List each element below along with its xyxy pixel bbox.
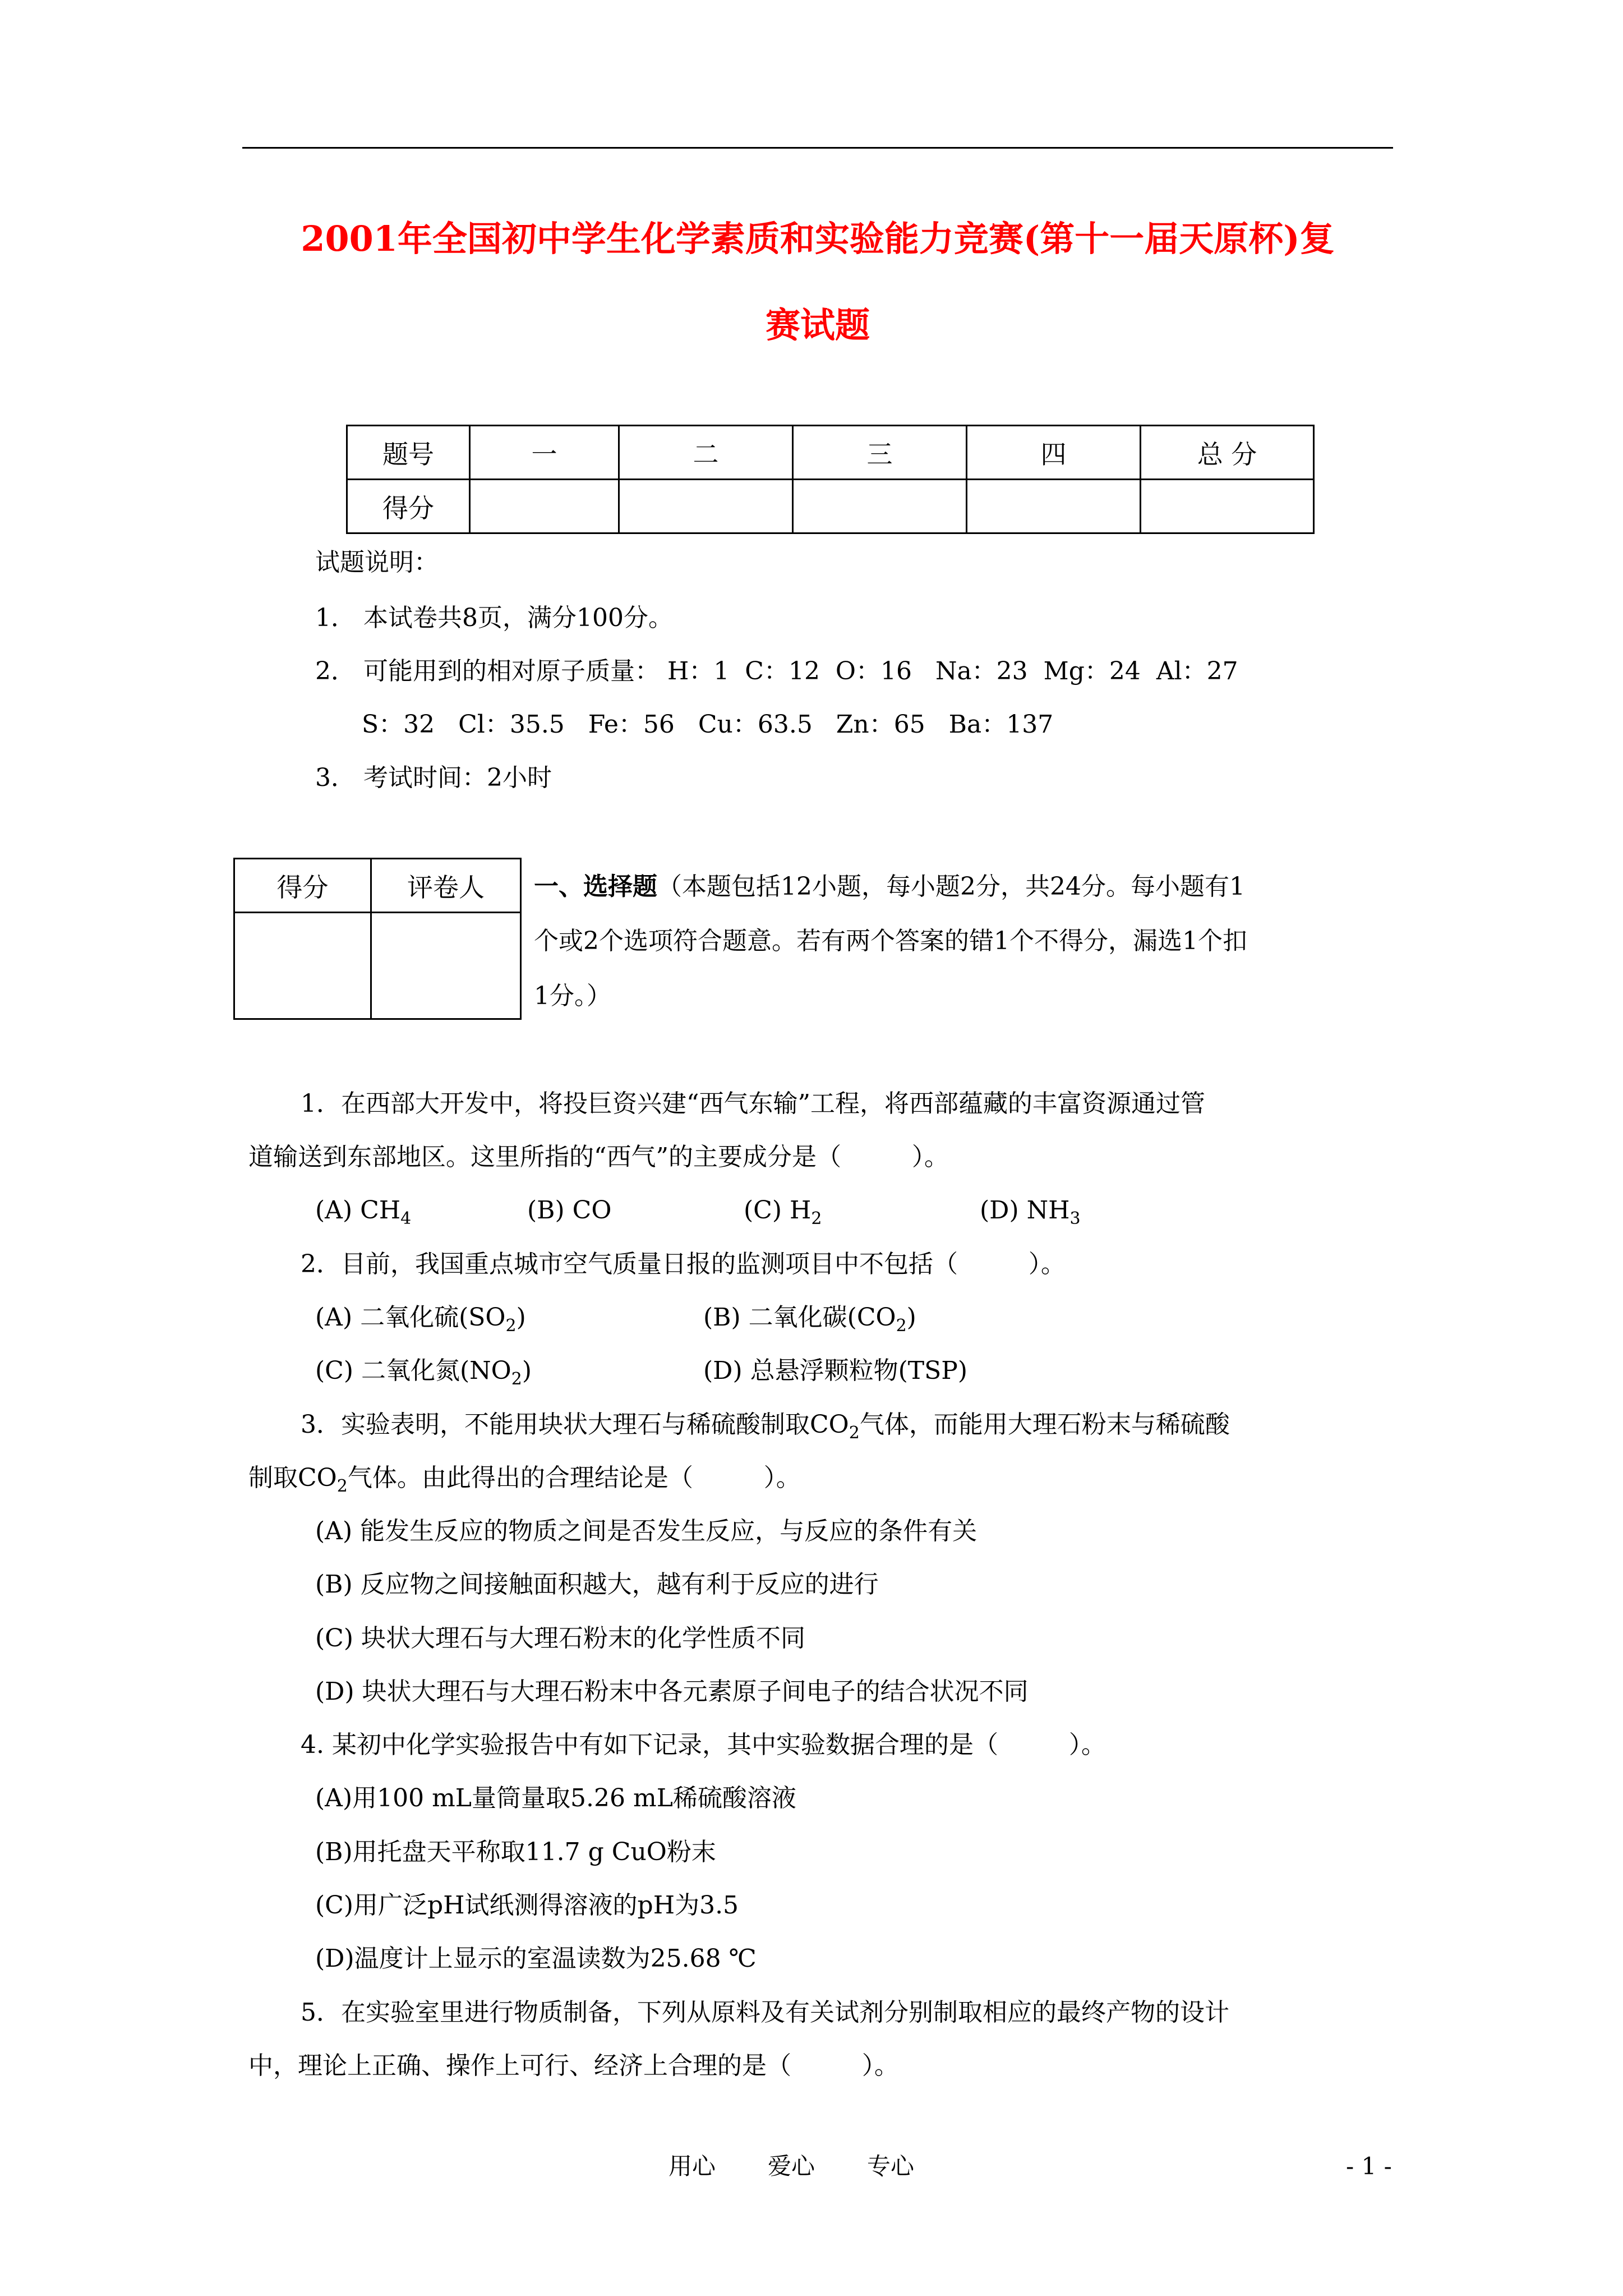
header-rule	[242, 147, 1393, 149]
q1-option-d: (D) $NH_3$	[980, 1196, 1081, 1228]
score-header-cell: 一	[470, 426, 619, 480]
q3-stem-line1: 3．实验表明，不能用块状大理石与稀硫酸制取$CO_2$气体，而能用大理石粉末与稀硫酸	[301, 1410, 1230, 1443]
q1-stem-line1: 1．在西部大开发中，将投巨资兴建“西气东输”工程，将西部蕴藏的丰富资源通过管	[301, 1089, 1205, 1118]
q3-option-b: (B) 反应物之间接触面积越大，越有利于反应的进行	[315, 1570, 879, 1599]
q5-stem-line1: 5．在实验室里进行物质制备，下列从原料及有关试剂分别制取相应的最终产物的设计	[301, 1998, 1229, 2027]
footer-motto-left: 用心	[668, 2152, 716, 2180]
instructions-heading: 试题说明：	[315, 548, 439, 577]
instruction-item: 3． 考试时间：2小时	[315, 763, 552, 792]
score-header-cell: 二	[619, 426, 793, 480]
score-header-cell: 总 分	[1141, 426, 1314, 480]
page-number: - 1 -	[1346, 2152, 1392, 2180]
score-cell	[619, 480, 793, 533]
score-cell	[1141, 480, 1314, 533]
section1-line3: 1分。）	[534, 982, 611, 1010]
page-title-line2: 赛试题	[765, 305, 870, 346]
instruction-item: 2． 可能用到的相对原子质量： H：1 C：12 O：16 Na：23 Mg：24 Al：27	[315, 657, 1238, 685]
q1-option-c: (C) $H_2$	[744, 1196, 822, 1228]
section1-line2: 个或2个选项符合题意。若有两个答案的错1个不得分，漏选1个扣	[534, 927, 1247, 955]
score-header-cell: 题号	[347, 426, 470, 480]
score-header-cell: 四	[967, 426, 1141, 480]
footer-motto-middle: 爱心	[768, 2152, 815, 2180]
score-cell	[470, 480, 619, 533]
grader-name-cell	[371, 913, 521, 1019]
score-table	[346, 425, 1315, 534]
q2-option-d: (D) 总悬浮颗粒物(TSP)	[703, 1356, 968, 1385]
page-title-line1: 2001年全国初中学生化学素质和实验能力竞赛(第十一届天原杯)复	[301, 218, 1335, 259]
q2-stem-line1: 2．目前，我国重点城市空气质量日报的监测项目中不包括（ ）。	[301, 1250, 1066, 1278]
instruction-item: S：32 Cl：35.5 Fe：56 Cu：63.5 Zn：65 Ba：137	[362, 710, 1054, 739]
q3-stem-line2: 制取$CO_2$气体。由此得出的合理结论是（ ）。	[248, 1464, 801, 1496]
score-table-header-row	[347, 426, 1314, 480]
q4-stem-line1: 4. 某初中化学实验报告中有如下记录，其中实验数据合理的是（ ）。	[301, 1731, 1106, 1759]
section1-line1	[534, 871, 1245, 903]
grader-name-label: 评卷人	[371, 859, 521, 913]
score-table-score-row	[347, 480, 1314, 533]
score-cell	[967, 480, 1141, 533]
q3-option-d: (D) 块状大理石与大理石粉末中各元素原子间电子的结合状况不同	[315, 1677, 1029, 1706]
grader-box	[233, 858, 522, 1020]
section1-heading: 一、选择题	[534, 872, 657, 901]
grader-score-cell	[234, 913, 371, 1019]
q4-option-d: (D)温度计上显示的室温读数为25.68 ℃	[315, 1944, 757, 1973]
score-header-cell: 三	[793, 426, 967, 480]
q5-stem-line2: 中，理论上正确、操作上可行、经济上合理的是（ ）。	[248, 2051, 899, 2080]
q4-option-c: (C)用广泛pH试纸测得溶液的pH为3.5	[315, 1891, 739, 1920]
q1-stem-line2: 道输送到东部地区。这里所指的“西气”的主要成分是（ ）。	[248, 1143, 949, 1171]
grader-score-label: 得分	[234, 859, 371, 913]
q3-option-a: (A) 能发生反应的物质之间是否发生反应，与反应的条件有关	[315, 1517, 978, 1545]
q3-option-c: (C) 块状大理石与大理石粉末的化学性质不同	[315, 1624, 805, 1653]
section1-desc: （本题包括12小题，每小题2分，共24分。每小题有1	[657, 872, 1245, 901]
footer-motto-right: 专心	[867, 2152, 915, 2180]
q2-option-b: (B) 二氧化碳$(CO_2)$	[703, 1303, 916, 1336]
q2-option-c: (C) 二氧化氮$(NO_2)$	[315, 1356, 532, 1389]
score-cell	[793, 480, 967, 533]
q1-option-a: (A) $CH_4$	[315, 1196, 412, 1228]
q1-option-b: (B) CO	[527, 1196, 612, 1225]
score-row-label: 得分	[347, 480, 470, 533]
q4-option-b: (B)用托盘天平称取11.7 g CuO粉末	[315, 1838, 716, 1866]
q4-option-a: (A)用100 mL量筒量取5.26 mL稀硫酸溶液	[315, 1784, 796, 1812]
instruction-item: 1． 本试卷共8页，满分100分。	[315, 604, 673, 632]
q2-option-a: (A) 二氧化硫$(SO_2)$	[315, 1303, 526, 1336]
